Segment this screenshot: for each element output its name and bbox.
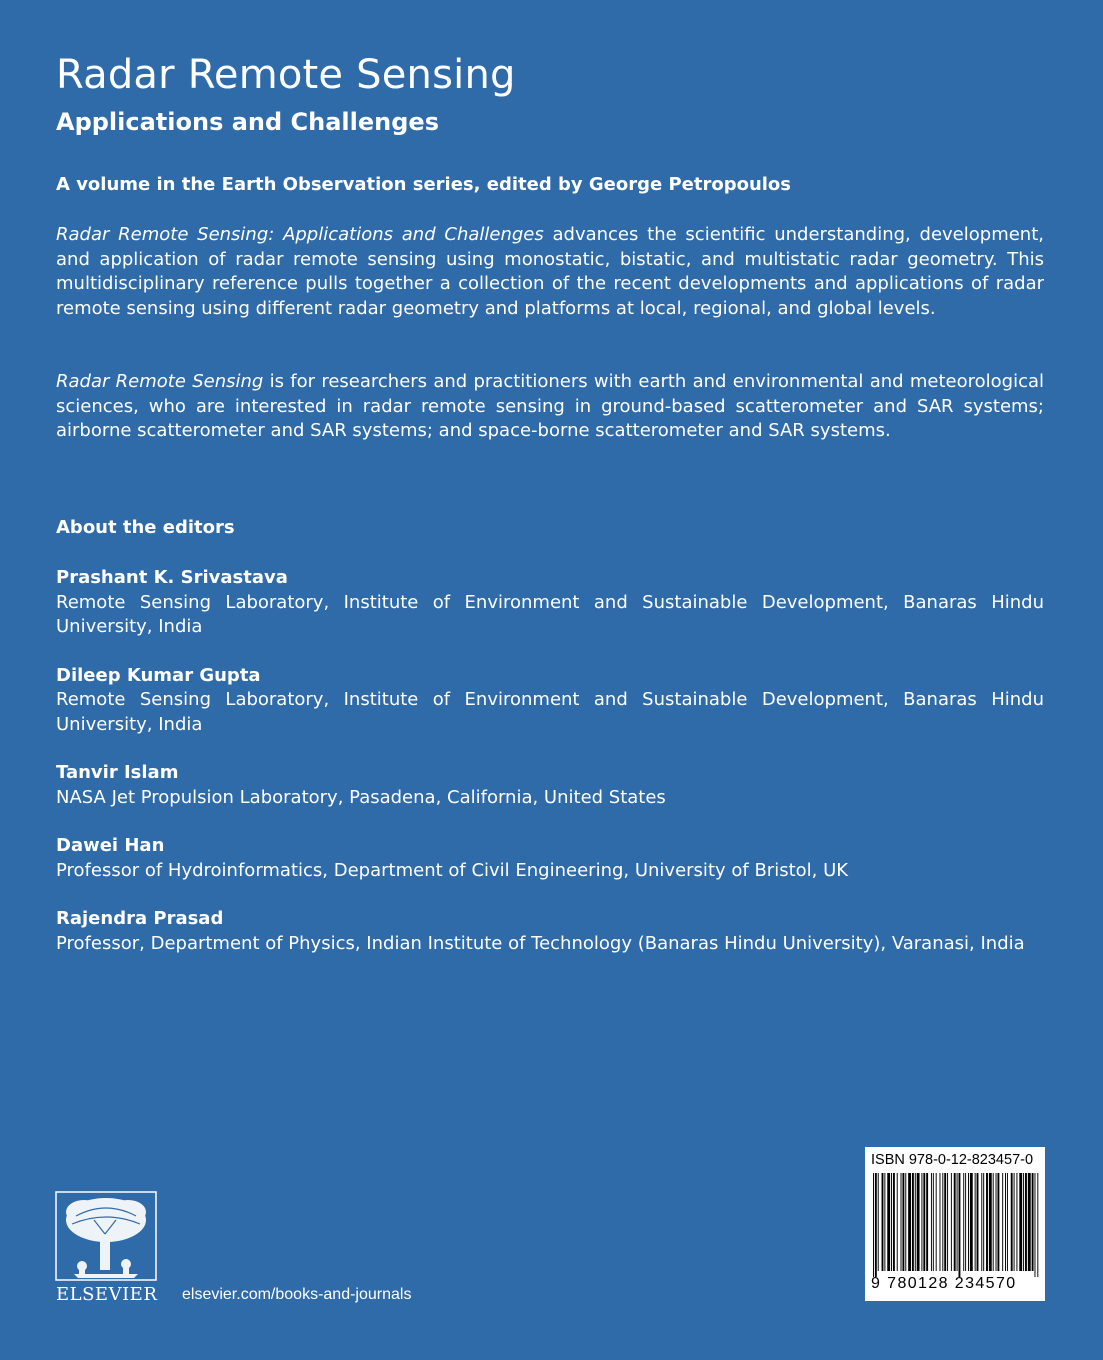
barcode-bar [981,1173,982,1271]
barcode-bar [1032,1173,1034,1271]
publisher-website: elsevier.com/books-and-journals [182,1286,412,1303]
about-editors-heading: About the editors [56,517,235,538]
barcode-bar [996,1173,997,1271]
description-2-text: is for researchers and practitioners with earth and environmental and meteorological sciences, who are interested in radar remote sensing in ground-based scatterometer and SAR systems; airborne scatterometer and SAR systems; and space-borne scatterometer and SAR systems. [56,371,1044,441]
editor-name: Rajendra Prasad [56,908,224,929]
editors-list [56,566,1044,980]
barcode-bar [959,1173,961,1277]
editor-entry [56,907,1044,956]
barcode-bar [902,1173,904,1271]
barcode-bar [1007,1173,1008,1271]
barcode-bar [875,1173,877,1277]
barcode-bar [954,1173,956,1271]
barcode-bar [977,1173,979,1271]
barcode-bar [1019,1173,1022,1271]
barcode-bar [993,1173,994,1271]
description-2-italic: Radar Remote Sensing [56,371,264,392]
barcode-bar [965,1173,966,1271]
publisher-name: ELSEVIER [56,1284,158,1305]
barcode-bar [1035,1173,1036,1277]
barcode-bar [957,1173,958,1271]
barcode-bar [873,1173,874,1277]
barcode-bar [1005,1173,1006,1271]
barcode-bar [1016,1173,1017,1271]
barcode-bar [901,1173,902,1271]
barcode-bar [897,1173,898,1271]
barcode-bar [1037,1173,1038,1277]
barcode-bar [926,1173,928,1271]
editor-name: Prashant K. Srivastava [56,567,288,588]
barcode-bar [893,1173,895,1271]
barcode-bar [1014,1173,1015,1271]
barcode-bar [1025,1173,1027,1271]
barcode-bar [905,1173,906,1271]
barcode-bar [917,1173,920,1271]
barcode-bar [921,1173,922,1271]
isbn-digits: 9 780128 234570 [871,1275,1017,1292]
barcode-bar [912,1173,914,1271]
barcode-bar [923,1173,925,1271]
editor-name: Dileep Kumar Gupta [56,664,261,686]
barcode-bar [986,1173,988,1271]
barcode-bar [931,1173,932,1271]
barcode-bar [944,1173,946,1271]
barcode-bar [1002,1173,1003,1271]
series-line: A volume in the Earth Observation series, edited by George Petropoulos [56,174,792,195]
description-paragraph-2 [56,370,1044,444]
editor-affiliation: NASA Jet Propulsion Laboratory, Pasadena, California, United States [56,786,666,808]
barcode-bar [963,1173,964,1271]
barcode-bar [997,1173,999,1271]
editor-affiliation: Remote Sensing Laboratory, Institute of Environment and Sustainable Development, Banaras Hindu University, India [56,591,1044,637]
book-subtitle: Applications and Challenges [56,108,439,136]
barcode-bar [887,1173,890,1271]
barcode-bar [940,1173,941,1271]
barcode-bar [1028,1173,1031,1271]
barcode-bar [915,1173,916,1271]
description-1-text: advances the scientific understanding, development, and application of radar remote sensing using monostatic, bistatic, and multistatic radar geometry. This multidisciplinary reference pulls together a collection of the recent developments and applications of radar remote sensing using different radar geometry and platforms at local, regional, and global levels. [56,224,1044,319]
barcode-bar [983,1173,984,1271]
editor-entry [56,664,1044,738]
barcode-bar [933,1173,934,1271]
barcode-bar [942,1173,943,1271]
editor-name: Tanvir Islam [56,762,179,783]
barcode-bar [951,1173,952,1271]
description-paragraph-1 [56,223,1044,321]
isbn-label: ISBN 978-0-12-823457-0 [871,1152,1034,1168]
barcode-bar [947,1173,948,1271]
editor-entry [56,761,1044,810]
barcode-bar [1011,1173,1013,1271]
barcode-bar [908,1173,911,1271]
barcode-bar [891,1173,892,1271]
editor-entry [56,566,1044,640]
barcode-bar [975,1173,976,1271]
editor-name: Dawei Han [56,835,165,856]
isbn-barcode [865,1147,1045,1301]
barcode-bar [884,1173,885,1271]
barcode-bar [968,1173,969,1271]
barcode-bar [970,1173,973,1271]
description-1-italic: Radar Remote Sensing: Applications and Challenges [56,224,544,245]
barcode-bar [1023,1173,1024,1271]
book-title: Radar Remote Sensing [56,52,516,98]
editor-affiliation: Professor of Hydroinformatics, Department of Civil Engineering, University of Bristol, UK [56,859,849,881]
barcode-bar [936,1173,937,1271]
barcode-bars [871,1173,1041,1277]
editor-affiliation: Professor, Department of Physics, Indian Institute of Technology (Banaras Hindu University), Varanasi, India [56,932,1025,954]
barcode-bar [989,1173,992,1271]
barcode-bar [882,1173,884,1271]
barcode-bar [878,1173,879,1271]
editor-entry [56,834,1044,883]
editor-affiliation: Remote Sensing Laboratory, Institute of Environment and Sustainable Development, Banaras Hindu University, India [56,689,1044,735]
